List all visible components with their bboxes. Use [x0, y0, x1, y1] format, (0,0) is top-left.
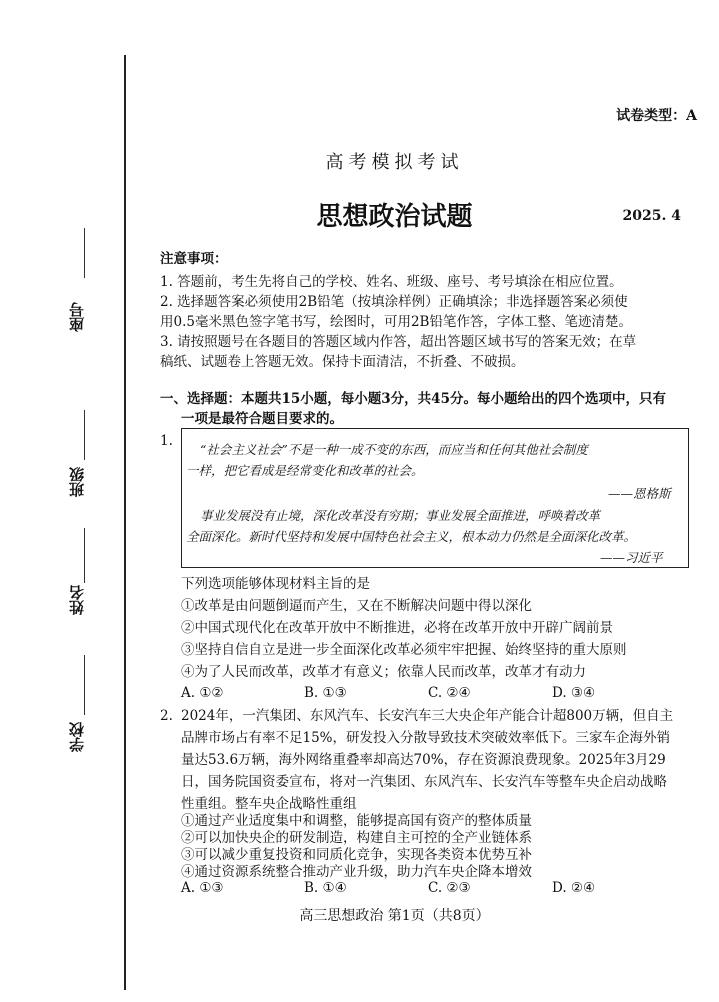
statement: ②中国式现代化在改革开放中不断推进，必将在改革开放中开辟广阔前景 — [181, 620, 613, 636]
class-fill-line — [84, 410, 85, 460]
notice-line: 2. 选择题答案必须使用2B铅笔（按填涂样例）正确填涂；非选择题答案必须使 — [160, 294, 628, 310]
notice-heading: 注意事项： — [160, 251, 228, 267]
option-c: C. ②④ — [428, 685, 471, 701]
quote-line: 事业发展没有止境，深化改革没有穷期；事业发展全面推进，呼唤着改革 — [200, 508, 601, 523]
name-label: 姓名 — [68, 585, 86, 615]
school-fill-line — [84, 655, 85, 715]
exam-subtitle: 高考模拟考试 — [325, 152, 464, 173]
statement: ②可以加快央企的研发制造，构建自主可控的全产业链体系 — [181, 830, 532, 846]
paper-type: 试卷类型：A — [616, 108, 697, 124]
seat-fill-line — [84, 228, 85, 278]
notice-line: 用0.5毫米黑色签字笔书写，绘图时，可用2B铅笔作答，字体工整、笔迹清楚。 — [160, 314, 632, 330]
page-title: 思想政治试题 — [316, 202, 473, 232]
question-number: 2. — [160, 708, 173, 724]
question-text: 性重组。整车央企战略性重组 — [181, 796, 357, 812]
quote-line: 全面深化。新时代坚持和发展中国特色社会主义，根本动力仍然是全面深化改革。 — [186, 529, 637, 544]
question-stem: 下列选项能够体现材料主旨的是 — [181, 576, 370, 592]
q2-option-a: A. ①③ — [181, 880, 224, 896]
statement: ①通过产业适度集中和调整，能够提高国有资产的整体质量 — [181, 813, 532, 829]
quote-attribution: ——习近平 — [600, 550, 663, 565]
quote-line: 一样，把它看成是经常变化和改革的社会。 — [186, 463, 424, 478]
school-label: 学校 — [68, 722, 86, 752]
q2-option-b: B. ①④ — [304, 880, 347, 896]
quote-attribution: ——恩格斯 — [608, 486, 671, 501]
option-a: A. ①② — [181, 685, 224, 701]
statement: ③可以减少重复投资和同质化竞争，实现各类资本优势互补 — [181, 847, 532, 863]
name-fill-line — [84, 528, 85, 583]
q2-option-d: D. ②④ — [552, 880, 596, 896]
q2-option-c: C. ②③ — [428, 880, 471, 896]
section-heading: 一、选择题：本题共15小题，每小题3分，共45分。每小题给出的四个选项中，只有 — [160, 391, 666, 407]
option-d: D. ③④ — [552, 685, 596, 701]
option-b: B. ①③ — [304, 685, 347, 701]
statement: ③坚持自信自立是进一步全面深化改革必须牢牢把握、始终坚持的重大原则 — [181, 642, 627, 658]
seat-label: 座号 — [68, 302, 86, 332]
notice-line: 稿纸、试题卷上答题无效。保持卡面清洁，不折叠、不破损。 — [160, 354, 525, 370]
question-number: 1. — [160, 433, 173, 449]
section-heading-cont: 一项是最符合题目要求的。 — [181, 411, 343, 427]
question-text: 2024年，一汽集团、东风汽车、长安汽车三大央企年产能合计超800万辆，但自主 — [181, 708, 674, 724]
question-text: 量达53.6万辆，海外网络重叠率却高达70%，存在资源浪费现象。2025年3月29 — [181, 752, 666, 768]
question-text: 品牌市场占有率不足15%，研发投入分散导致技术突破效率低下。三家车企海外销 — [181, 730, 671, 746]
notice-line: 1. 答题前，考生先将自己的学校、姓名、班级、座号、考号填涂在相应位置。 — [160, 274, 623, 290]
statement: ④为了人民而改革，改革才有意义；依靠人民而改革，改革才有动力 — [181, 664, 586, 680]
page-footer: 高三思想政治 第1页（共8页） — [299, 908, 490, 924]
quote-line: “社会主义社会”不是一种一成不变的东西，而应当和任何其他社会制度 — [200, 442, 588, 457]
statement: ①改革是由问题倒逼而产生，又在不断解决问题中得以深化 — [181, 598, 532, 614]
exam-date: 2025. 4 — [622, 208, 681, 224]
notice-line: 3. 请按照题号在各题目的答题区域内作答，超出答题区域书写的答案无效；在草 — [160, 334, 637, 350]
statement: ④通过资源系统整合推动产业升级，助力汽车央企降本增效 — [181, 864, 532, 880]
class-label: 班级 — [68, 467, 86, 497]
question-text: 日，国务院国资委宣布，将对一汽集团、东风汽车、长安汽车等整车央企启动战略 — [181, 774, 667, 790]
